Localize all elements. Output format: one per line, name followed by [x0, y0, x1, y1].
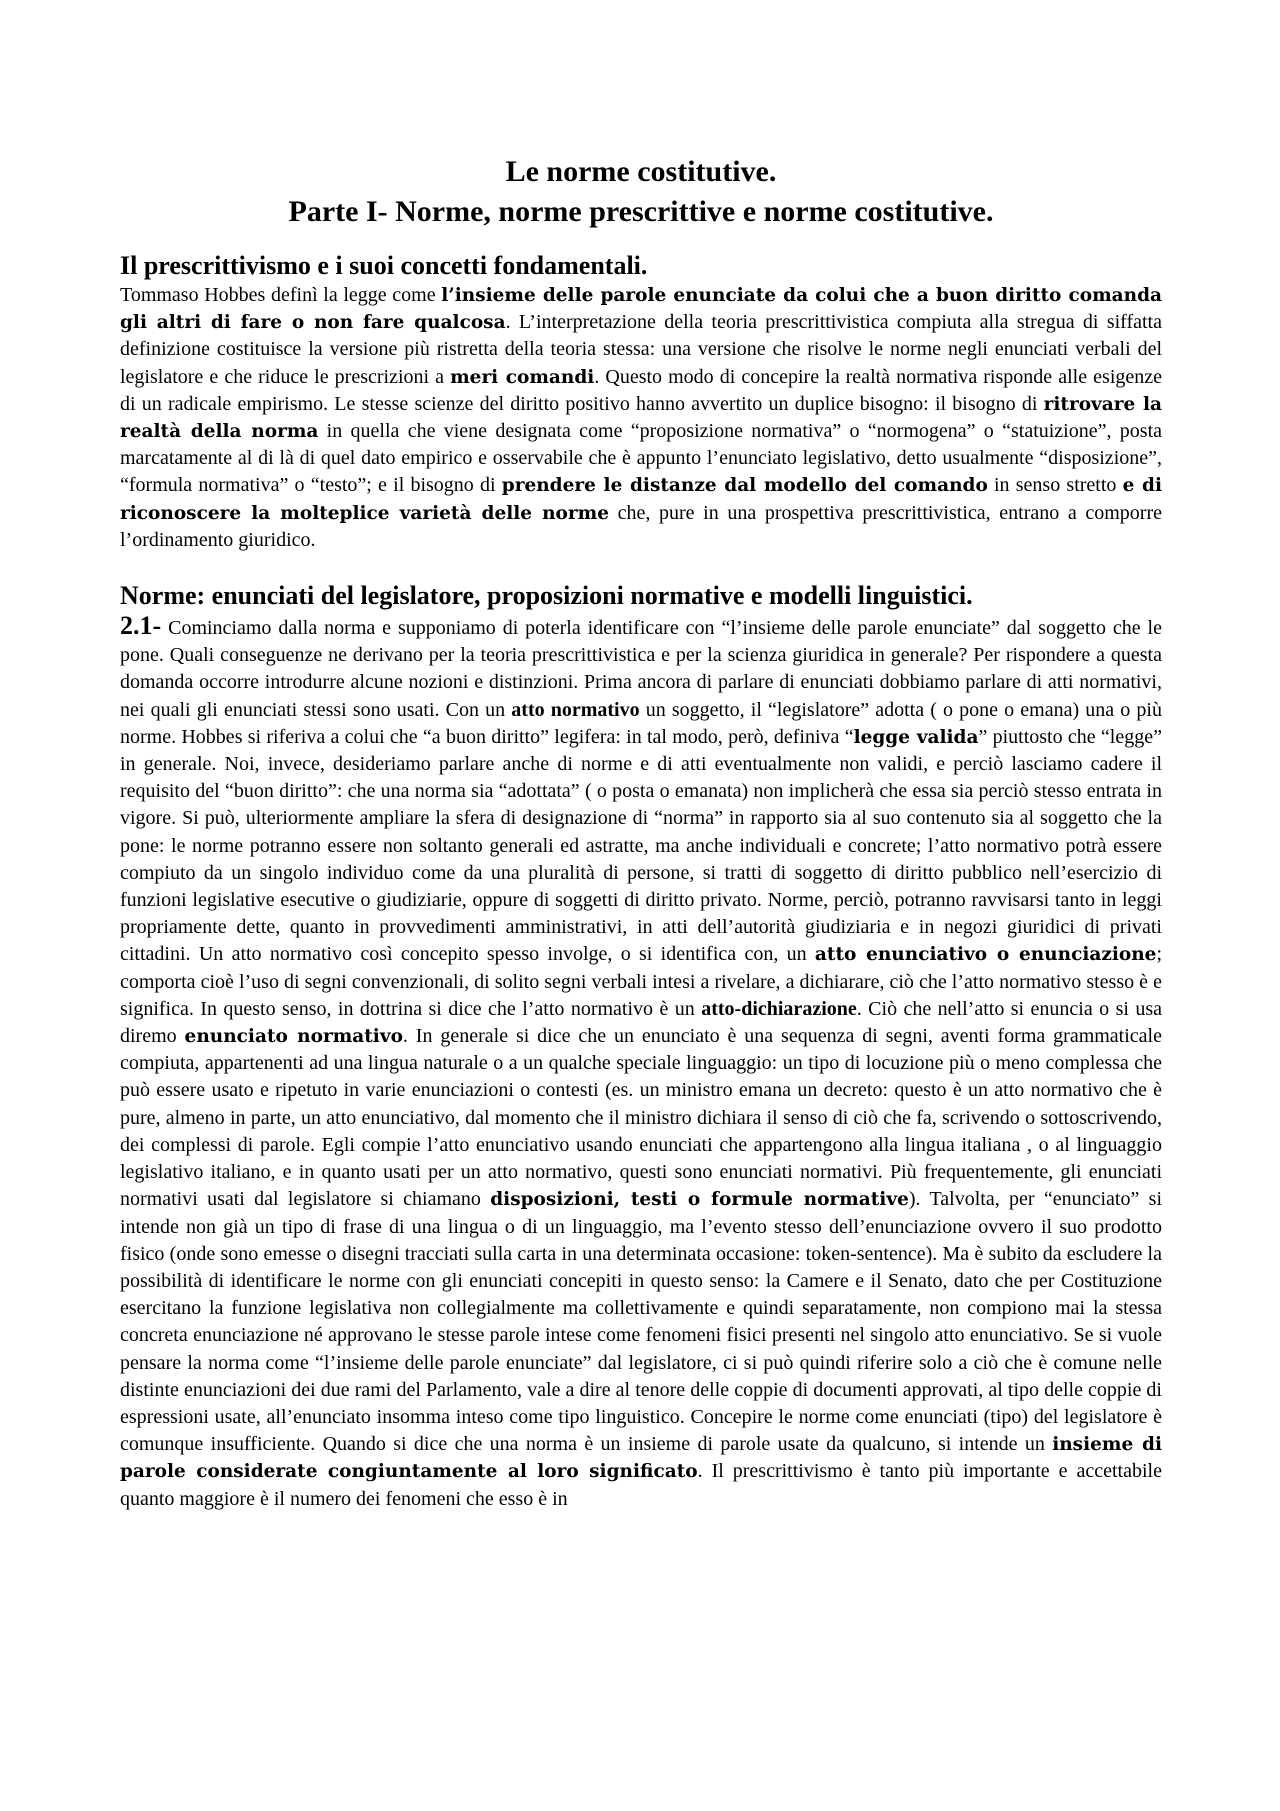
bold-run: e di riconoscere la molteplice varietà delle norme: [120, 475, 1162, 524]
bold-run: disposizioni, testi o formule normative: [490, 1189, 909, 1211]
bold-run: meri comandi: [450, 366, 595, 388]
text-run: in quella che viene designata come “proposizione normativa” o “normogena” o “statuizione”, posta marcatamente al di là di quel dato empirico e osservabile che è appunto l’enunciato legislativo, detto usualmente “disposizione”, “formula normativa” o “testo”; e il bisogno di: [120, 420, 1163, 497]
bold-run: atto normativo: [511, 698, 640, 721]
text-run: Cominciamo dalla norma e supponiamo di poterla identificare con “l’insieme delle parole enunciate” dal soggetto che le pone. Quali conseguenze ne derivano per la teoria prescrittivistica e per la scienza giuridica in generale? Per rispondere a questa domanda occorre introdurre alcune nozioni e distinzioni. Prima ancora di parlare di enunciati dobbiamo parlare di atti normativi, nei quali gli enunciati stessi sono usati. Con un: [120, 617, 1162, 721]
section-heading-prescrittivismo: Il prescrittivismo e i suoi concetti fondamentali.: [120, 251, 648, 280]
text-run: che, pure in una prospettiva prescrittivistica, entrano a comporre l’ordinamento giuridico.: [120, 501, 1162, 551]
bold-run: l’insieme delle parole enunciate da colui che a buon diritto comanda gli altri di fare o non fare qualcosa: [120, 285, 1163, 334]
bold-run: insieme di parole considerate congiuntamente al loro significato: [120, 1434, 1162, 1483]
text-run: . Ciò che nell’atto si enuncia o si usa diremo: [120, 997, 1162, 1048]
bold-run: prendere le distanze dal modello del comando: [501, 475, 988, 497]
title-line-1: Le norme costitutive.: [505, 155, 777, 188]
bold-run: ritrovare la realtà della norma: [120, 393, 1162, 443]
bold-run: atto enunciativo o enunciazione: [814, 944, 1157, 966]
text-run: Tommaso Hobbes definì la legge come: [120, 284, 442, 306]
text-run: ). Talvolta, per “enunciato” si intende non già un tipo di frase di una lingua o di un linguaggio, ma l’evento stesso dell’enunciazione ovvero il suo prodotto fisico (onde sono emesse o disegni tracciati sulla carta in una determinata occasione: token-sentence). Ma è subito da escludere la possibilità di identificare le norme con gli enunciati concepiti in questo senso: la Camere e il Senato, dato che per Costituzione esercitano la funzione legislativa non collegialmente ma collettivamente e quindi separatamente, non compiono mai la stessa concreta enunciazione né approvano le stesse parole intese come fenomeni fisici presenti nel singolo atto enunciativo. Se si vuole pensare la norma come “l’insieme delle parole enunciate” dal legislatore, ci si può quindi riferire solo a ciò che è comune nelle distinte enunciazioni dei due rami del Parlamento, vale a dire al tenore delle coppie di documenti approvati, al tipo delle coppie di espressioni usate, all’enunciato insomma inteso come tipo linguistico. Concepire le norme come enunciati (tipo) del legislatore è comunque insufficiente. Quando si dice che una norma è un insieme di parole usate da qualcuno, si intende un: [120, 1188, 1163, 1456]
bold-run: atto-dichiarazione: [701, 997, 857, 1020]
document-title: [120, 152, 1162, 232]
title-line-2: Parte I- Norme, norme prescrittive e norme costitutive.: [288, 195, 994, 228]
text-run: ; comporta cioè l’uso di segni convenzionali, di solito segni verbali intesi a rivelare, a dichiarare, ciò che l’atto normativo stesso è e significa. In questo senso, in dottrina si dice che l’atto normativo è un: [120, 943, 1163, 1020]
text-run: . Questo modo di concepire la realtà normativa risponde alle esigenze di un radicale empirismo. Le stesse scienze del diritto positivo hanno avvertito un duplice bisogno: il bisogno di: [120, 365, 1163, 415]
text-run: . In generale si dice che un enunciato è una sequenza di segni, aventi forma grammaticale compiuta, appartenenti ad una lingua naturale o a un qualche speciale linguaggio: un tipo di locuzione più o meno complessa che può essere usato e ripetuto in varie enunciazioni o contesti (es. un ministro emana un decreto: questo è un atto normativo che è pure, almeno in parte, un atto enunciativo, dal momento che il ministro dichiara il senso di ciò che fa, scrivendo o sottoscrivendo, dei complessi di parole. Egli compie l’atto enunciativo usando enunciati che appartengono alla lingua italiana , o al linguaggio legislativo italiano, e in quanto usati per un atto normativo, questi sono enunciati normativi. Più frequentemente, gli enunciati normativi usati dal legislatore si chiamano: [120, 1025, 1162, 1211]
text-run: . Il prescrittivismo è tanto più importante e accettabile quanto maggiore è il numero dei fenomeni che esso è in: [120, 1460, 1162, 1510]
text-run: in senso stretto: [987, 474, 1123, 497]
bold-run: enunciato normativo: [184, 1026, 403, 1048]
paragraph-number: 2.1-: [120, 611, 162, 641]
page-content: [120, 152, 1162, 1513]
text-run: ” piuttosto che “legge” in generale. Noi, invece, desideriamo parlare anche di norme e di atti eventualmente non validi, e perciò lasciamo cadere il requisito del “buon diritto”: che una norma sia “adottata” ( o posta o emanata) non implicherà che essa sia perciò stesso entrata in vigore. Si può, ulteriormente ampliare la sfera di designazione di “norma” in rapporto sia al suo contenuto sia al soggetto che la pone: le norme potranno essere non soltanto generali ed astratte, ma anche individuali e concrete; l’atto normativo potrà essere compiuto da un singolo individuo come da una pluralità di persone, si tratti di soggetto di diritto pubblico nell’esercizio di funzioni legislative esecutive o giudiziarie, oppure di soggetti di diritto privato. Norme, perciò, potranno ravvisarsi tanto in leggi propriamente dette, quanto in provvedimenti amministrativi, in atti dell’autorità giudiziaria e in negozi giuridici di privati cittadini. Un atto normativo così concepito spesso involge, o si identifica con, un: [120, 725, 1162, 966]
text-run: un soggetto, il “legislatore” adotta ( o pone o emana) una o più norme. Hobbes si riferiva a colui che “a buon diritto” legifera: in tal modo, però, definiva “: [120, 698, 1162, 748]
bold-run: legge valida: [853, 726, 979, 748]
section-heading-norme: Norme: enunciati del legislatore, proposizioni normative e modelli linguistici.: [120, 581, 973, 611]
paragraph-prescrittivismo: [120, 282, 1162, 554]
text-run: . L’interpretazione della teoria prescrittivistica compiuta alla stregua di siffatta definizione costituisce la versione più ristretta della teoria stessa: una versione che risolve le norme negli enunciati verbali del legislatore e che riduce le prescrizioni a: [120, 311, 1162, 388]
paragraph-norme: [120, 612, 1162, 1513]
